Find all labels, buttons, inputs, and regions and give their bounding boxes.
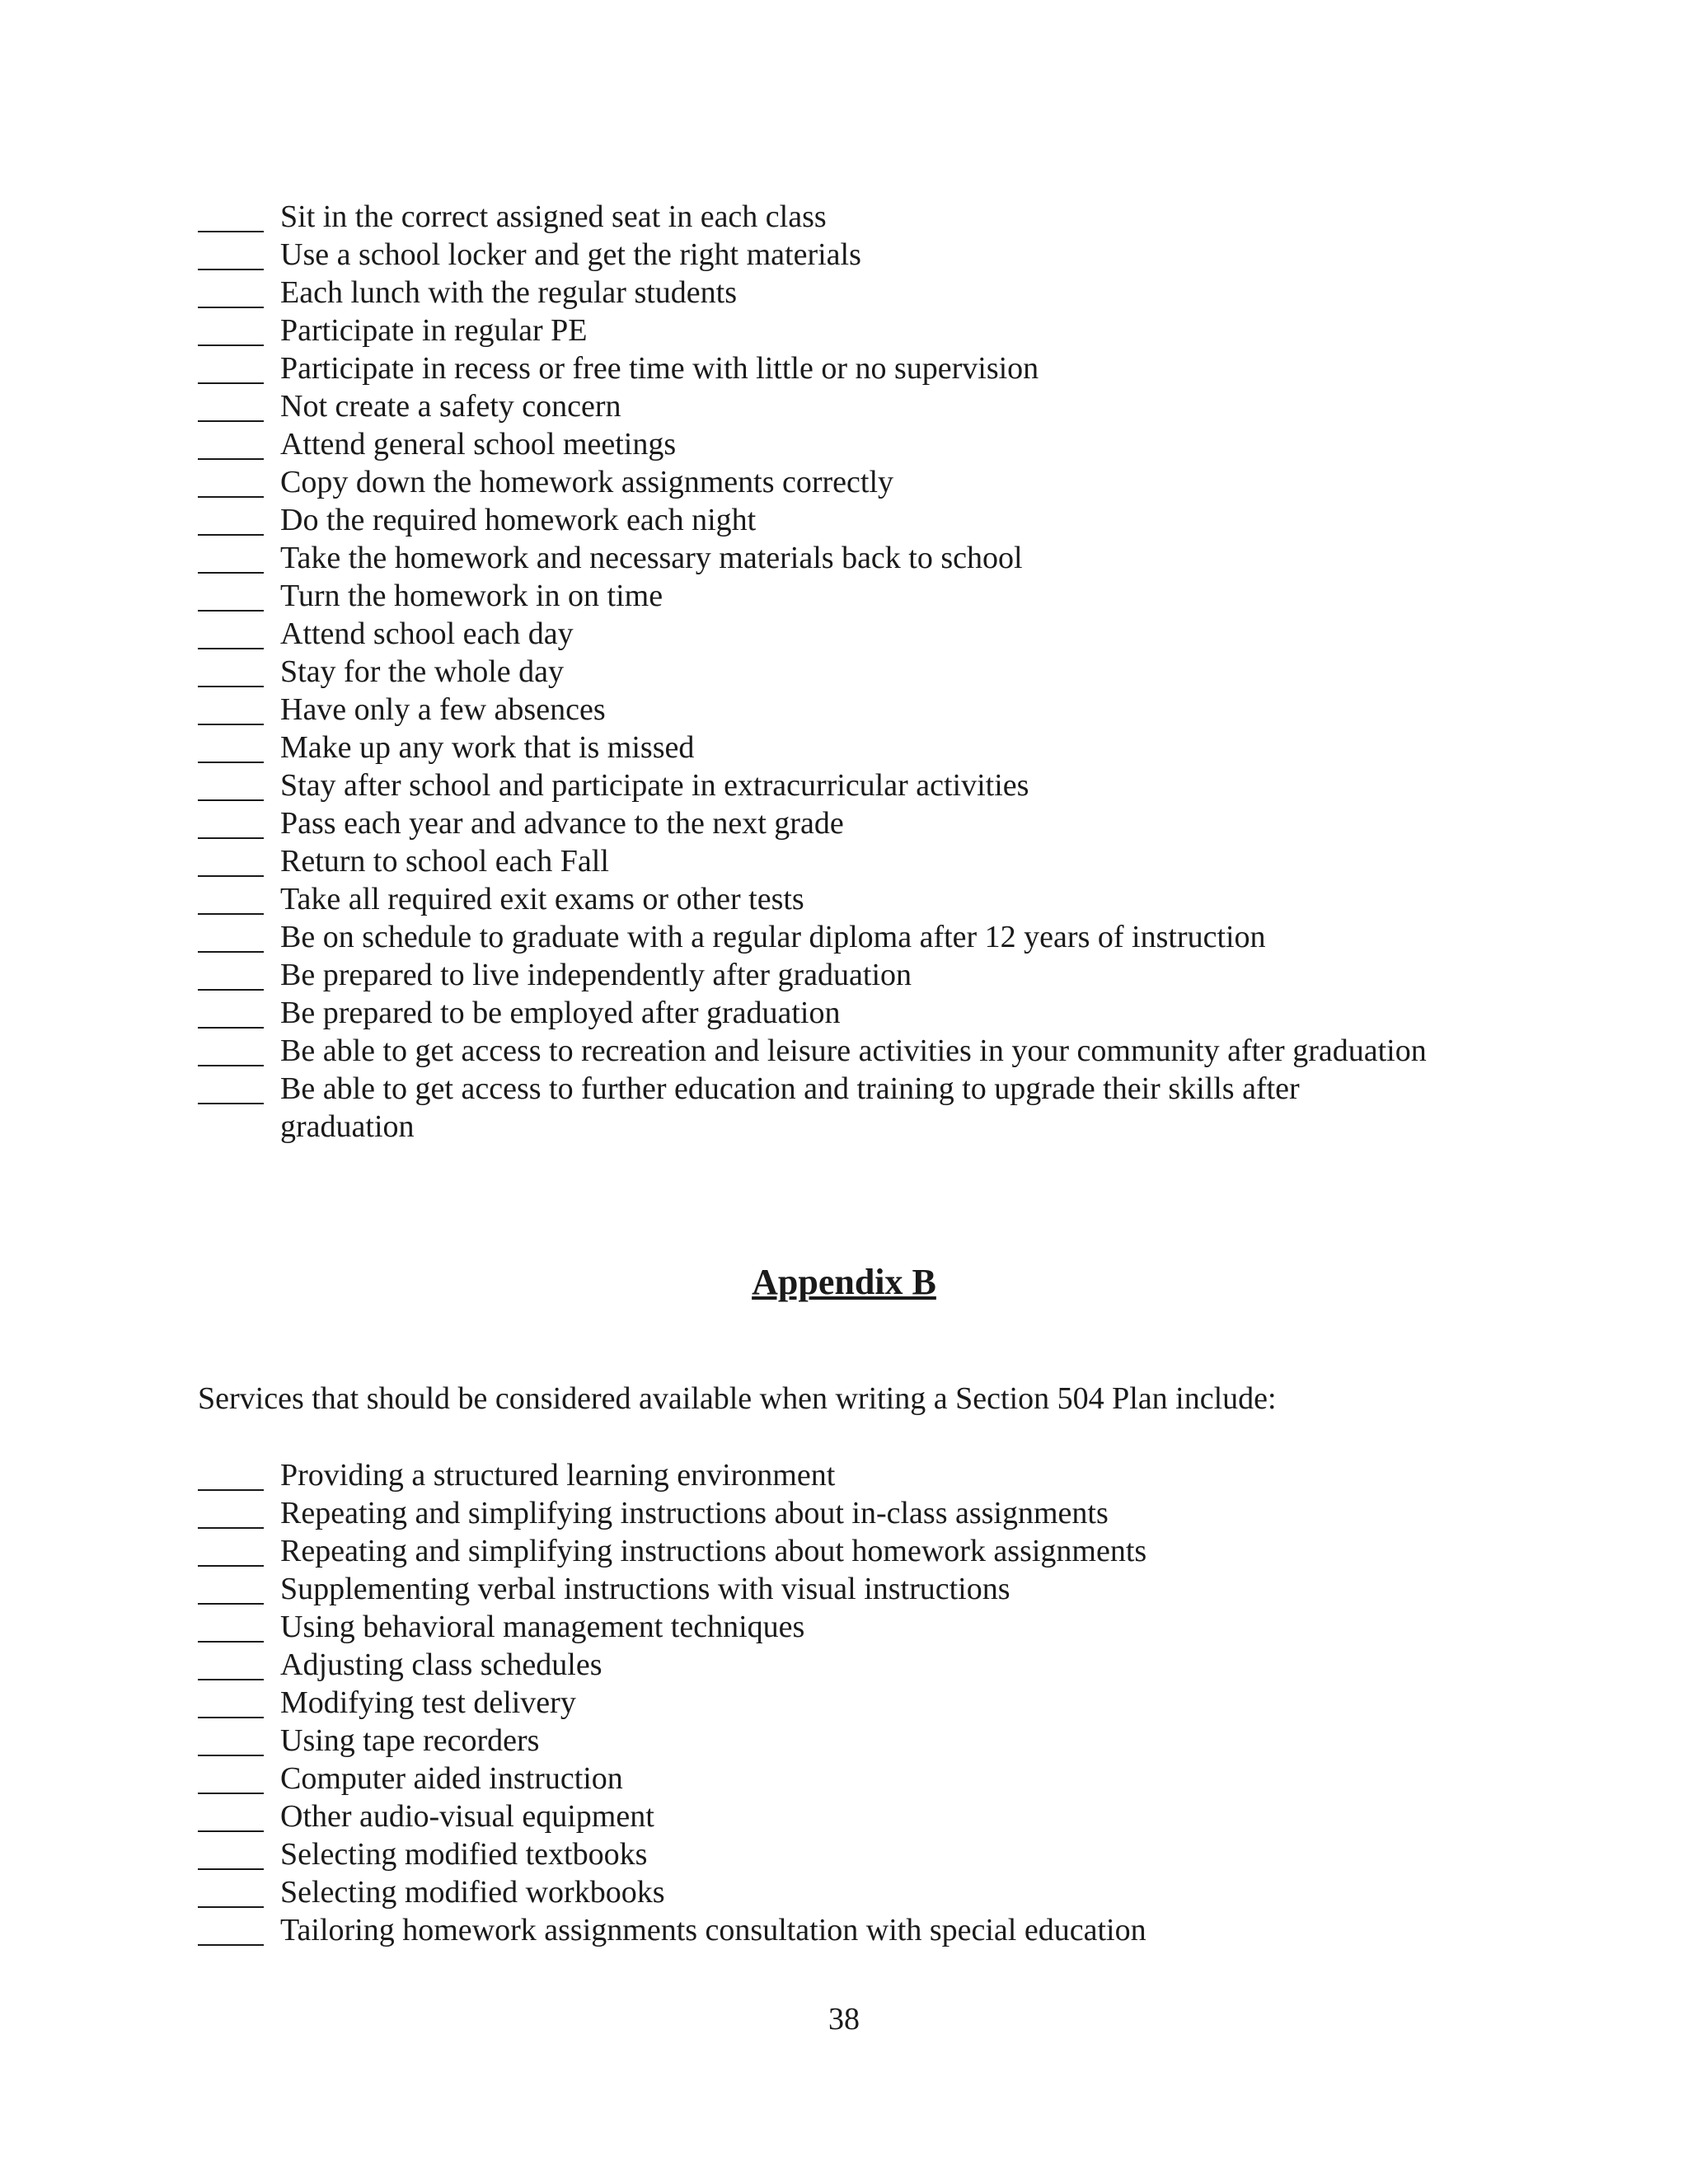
checklist-item xyxy=(198,1032,1434,1070)
checklist-item-label: Modifying test delivery xyxy=(280,1685,576,1720)
checklist-item xyxy=(198,1760,1434,1797)
checklist-item xyxy=(198,1797,1434,1835)
checklist-item xyxy=(198,387,1434,425)
checklist-item xyxy=(198,501,1434,539)
checklist-item-label: Take the homework and necessary materials back to school xyxy=(280,541,1023,575)
checklist-item xyxy=(198,653,1434,691)
appendix-heading: Appendix B xyxy=(752,1262,936,1302)
checklist-item xyxy=(198,198,1434,236)
checkbox-blank-line[interactable] xyxy=(198,387,264,422)
checklist-item xyxy=(198,1684,1434,1722)
checklist-item xyxy=(198,615,1434,653)
checklist-item-label: Participate in recess or free time with little or no supervision xyxy=(280,351,1039,386)
checkbox-blank-line[interactable] xyxy=(198,1070,264,1104)
checklist-item xyxy=(198,236,1434,274)
checklist-item xyxy=(198,425,1434,463)
checklist-item-label: Other audio-visual equipment xyxy=(280,1799,654,1834)
checklist-item xyxy=(198,1532,1434,1570)
checklist-item-label: Stay for the whole day xyxy=(280,654,565,689)
checklist-item-label: Be able to get access to recreation and leisure activities in your community after graduation xyxy=(280,1033,1427,1068)
checklist-item-label: Using behavioral management techniques xyxy=(280,1610,805,1644)
checklist-item xyxy=(198,1456,1434,1494)
checklist-item xyxy=(198,691,1434,729)
checklist-item-label: Repeating and simplifying instructions about in-class assignments xyxy=(280,1496,1109,1530)
checkbox-blank-line[interactable] xyxy=(198,653,264,687)
checklist-item xyxy=(198,1608,1434,1646)
checklist-item-label: Attend general school meetings xyxy=(280,427,677,462)
checklist-item-label: Sit in the correct assigned seat in each class xyxy=(280,199,827,234)
checkbox-blank-line[interactable] xyxy=(198,1608,264,1643)
checklist-item xyxy=(198,1494,1434,1532)
checklist-item xyxy=(198,1570,1434,1608)
checklist-top xyxy=(198,198,1434,1146)
checkbox-blank-line[interactable] xyxy=(198,274,264,308)
checklist-item-label: Have only a few absences xyxy=(280,692,606,727)
checklist-item-label: Copy down the homework assignments correctly xyxy=(280,465,894,499)
checklist-item xyxy=(198,804,1434,842)
checklist-item xyxy=(198,1873,1434,1911)
checklist-item-label: Do the required homework each night xyxy=(280,503,757,537)
checkbox-blank-line[interactable] xyxy=(198,1797,264,1832)
checkbox-blank-line[interactable] xyxy=(198,1532,264,1567)
checklist-item xyxy=(198,956,1434,994)
checklist-item-label: Participate in regular PE xyxy=(280,313,588,348)
checklist-item-label: Stay after school and participate in extracurricular activities xyxy=(280,768,1029,803)
checkbox-blank-line[interactable] xyxy=(198,463,264,498)
checklist-item-label: Tailoring homework assignments consultation with special education xyxy=(280,1913,1146,1947)
checklist-item-label: Each lunch with the regular students xyxy=(280,275,738,310)
checklist-item-label: Use a school locker and get the right materials xyxy=(280,237,861,272)
checklist-item xyxy=(198,729,1434,766)
checkbox-blank-line[interactable] xyxy=(198,577,264,612)
checklist-item-label: Computer aided instruction xyxy=(280,1761,623,1796)
checkbox-blank-line[interactable] xyxy=(198,994,264,1029)
checklist-item-label: Be prepared to be employed after graduation xyxy=(280,996,841,1030)
checklist-item-label: Using tape recorders xyxy=(280,1723,540,1758)
checklist-item xyxy=(198,766,1434,804)
checkbox-blank-line[interactable] xyxy=(198,691,264,725)
checklist-item-label: Supplementing verbal instructions with visual instructions xyxy=(280,1572,1010,1606)
checklist-item-label: Repeating and simplifying instructions about homework assignments xyxy=(280,1534,1147,1568)
checklist-item xyxy=(198,312,1434,349)
checklist-item-label: Return to school each Fall xyxy=(280,844,609,879)
checkbox-blank-line[interactable] xyxy=(198,918,264,953)
checkbox-blank-line[interactable] xyxy=(198,198,264,232)
checkbox-blank-line[interactable] xyxy=(198,1032,264,1066)
checkbox-blank-line[interactable] xyxy=(198,766,264,801)
checklist-item-label: Selecting modified textbooks xyxy=(280,1837,648,1872)
checklist-item xyxy=(198,994,1434,1032)
checklist-item xyxy=(198,274,1434,312)
checkbox-blank-line[interactable] xyxy=(198,1760,264,1794)
checklist-item xyxy=(198,1835,1434,1873)
checklist-item xyxy=(198,1722,1434,1760)
checkbox-blank-line[interactable] xyxy=(198,729,264,763)
checkbox-blank-line[interactable] xyxy=(198,312,264,346)
checkbox-blank-line[interactable] xyxy=(198,1722,264,1756)
checklist-services xyxy=(198,1456,1434,1949)
checkbox-blank-line[interactable] xyxy=(198,1684,264,1718)
checklist-item xyxy=(198,842,1434,880)
checkbox-blank-line[interactable] xyxy=(198,956,264,991)
checklist-item-label: Take all required exit exams or other tests xyxy=(280,882,804,916)
checkbox-blank-line[interactable] xyxy=(198,880,264,915)
checkbox-blank-line[interactable] xyxy=(198,1494,264,1529)
checkbox-blank-line[interactable] xyxy=(198,1646,264,1680)
checklist-item xyxy=(198,880,1434,918)
checklist-item-label: Be prepared to live independently after graduation xyxy=(280,958,912,992)
checkbox-blank-line[interactable] xyxy=(198,236,264,270)
checkbox-blank-line[interactable] xyxy=(198,1911,264,1946)
checklist-item xyxy=(198,1070,1434,1146)
checkbox-blank-line[interactable] xyxy=(198,842,264,877)
checklist-item xyxy=(198,349,1434,387)
checkbox-blank-line[interactable] xyxy=(198,804,264,839)
checkbox-blank-line[interactable] xyxy=(198,1835,264,1870)
checklist-item xyxy=(198,1911,1434,1949)
checklist-item-label: Providing a structured learning environment xyxy=(280,1458,836,1493)
checklist-item-label: Not create a safety concern xyxy=(280,389,621,424)
checkbox-blank-line[interactable] xyxy=(198,349,264,384)
page-number: 38 xyxy=(828,2002,860,2036)
checkbox-blank-line[interactable] xyxy=(198,539,264,574)
checkbox-blank-line[interactable] xyxy=(198,1873,264,1908)
checklist-item-label: Adjusting class schedules xyxy=(280,1647,603,1682)
checklist-item-label: Pass each year and advance to the next grade xyxy=(280,806,844,841)
checklist-item xyxy=(198,539,1434,577)
checkbox-blank-line[interactable] xyxy=(198,1456,264,1491)
checkbox-blank-line[interactable] xyxy=(198,501,264,536)
checklist-item xyxy=(198,918,1434,956)
checkbox-blank-line[interactable] xyxy=(198,425,264,460)
checklist-item-label: Make up any work that is missed xyxy=(280,730,695,765)
checklist-item-label: Selecting modified workbooks xyxy=(280,1875,665,1910)
checklist-item-label: Turn the homework in on time xyxy=(280,579,663,613)
checklist-item-label: Be on schedule to graduate with a regular diploma after 12 years of instruction xyxy=(280,920,1266,954)
appendix-intro: Services that should be considered available when writing a Section 504 Plan include: xyxy=(198,1381,1277,1416)
checklist-item xyxy=(198,577,1434,615)
checklist-item-label: Attend school each day xyxy=(280,616,574,651)
checklist-item xyxy=(198,463,1434,501)
checklist-item xyxy=(198,1646,1434,1684)
checkbox-blank-line[interactable] xyxy=(198,615,264,649)
checkbox-blank-line[interactable] xyxy=(198,1570,264,1605)
checklist-item-label: Be able to get access to further education and training to upgrade their skills after graduation xyxy=(280,1071,1300,1144)
